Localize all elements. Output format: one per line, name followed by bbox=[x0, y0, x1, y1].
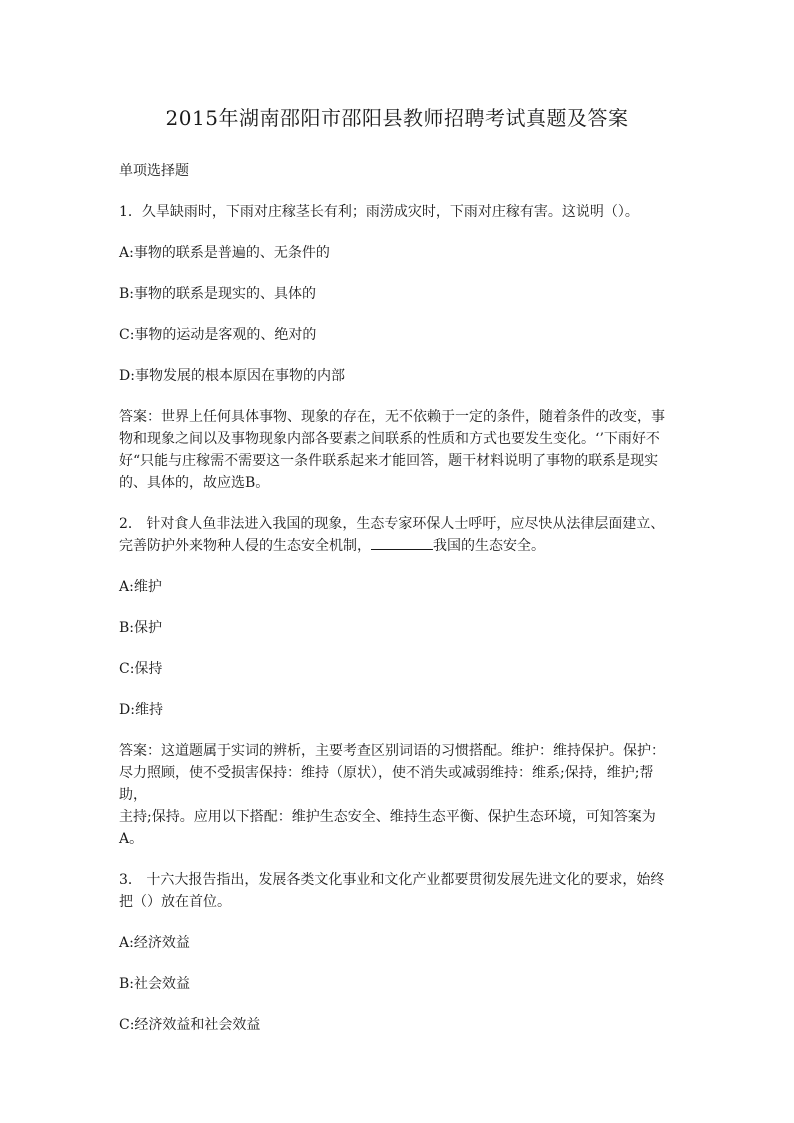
question-1-option-b: B:事物的联系是现实的、具体的 bbox=[119, 286, 317, 302]
question-3-option-b: B:社会效益 bbox=[119, 976, 191, 992]
section-label: 单项选择题 bbox=[119, 163, 189, 179]
question-2-option-a: A:维护 bbox=[119, 579, 162, 595]
answer-line: 答案：世界上任何具体事物、现象的存在，无不依赖于一定的条件，随着条件的改变，事 bbox=[119, 409, 665, 425]
question-3-option-c: C:经济效益和社会效益 bbox=[119, 1017, 261, 1033]
stem-line: 2． 针对食人鱼非法进入我国的现象，生态专家环保人士呼吁，应尽快从法律层面建立、 bbox=[119, 516, 665, 532]
document-body bbox=[119, 160, 679, 1055]
question-3-stem bbox=[119, 869, 679, 913]
question-2-answer bbox=[119, 740, 679, 850]
question-2-option-d: D:维持 bbox=[119, 702, 163, 718]
answer-line: 尽力照顾，使不受损害保持：维持（原状），使不消失或减弱维持：维系;保持，维护;帮助， bbox=[119, 765, 654, 803]
question-2-option-b: B:保护 bbox=[119, 620, 163, 636]
stem-line: 完善防护外来物种人侵的生态安全机制， bbox=[119, 538, 371, 554]
document-title: 2015年湖南邵阳市邵阳县教师招聘考试真题及答案 bbox=[165, 106, 629, 130]
stem-line: 我国的生态安全。 bbox=[433, 538, 545, 554]
question-3-option-a: A:经济效益 bbox=[119, 935, 190, 951]
answer-line: A。 bbox=[119, 831, 144, 847]
question-1-option-a: A:事物的联系是普遍的、无条件的 bbox=[119, 245, 330, 261]
question-1-stem: 1．久旱缺雨时，下雨对庄稼茎长有利；雨涝成灾时，下雨对庄稼有害。这说明（）。 bbox=[119, 204, 639, 220]
question-1-answer bbox=[119, 406, 679, 494]
stem-line: 3． 十六大报告指出，发展各类文化事业和文化产业都要贯彻发展先进文化的要求，始终 bbox=[119, 872, 665, 888]
answer-line: 的、具体的，故应选B。 bbox=[119, 475, 270, 491]
answer-line: 答案：这道题属于实词的辨析，主要考查区别词语的习惯搭配。维护：维持保护。保护： bbox=[119, 743, 665, 759]
answer-line: 好“只能与庄稼需不需要这一条件联系起来才能回答，题干材料说明了事物的联系是现实 bbox=[119, 453, 659, 469]
answer-line: 主持;保持。应用以下搭配：维护生态安全、维持生态平衡、保护生态环境，可知答案为 bbox=[119, 809, 656, 825]
question-2-stem bbox=[119, 513, 679, 557]
answer-line: 物和现象之间以及事物现象内部各要素之间联系的性质和方式也要发生变化。‘’下雨好不 bbox=[119, 431, 660, 447]
question-2-option-c: C:保持 bbox=[119, 661, 163, 677]
question-1-option-c: C:事物的运动是客观的、绝对的 bbox=[119, 327, 317, 343]
question-1-option-d: D:事物发展的根本原因在事物的内部 bbox=[119, 368, 345, 384]
stem-line: 把（）放在首位。 bbox=[119, 894, 231, 910]
fill-in-blank bbox=[371, 535, 433, 550]
